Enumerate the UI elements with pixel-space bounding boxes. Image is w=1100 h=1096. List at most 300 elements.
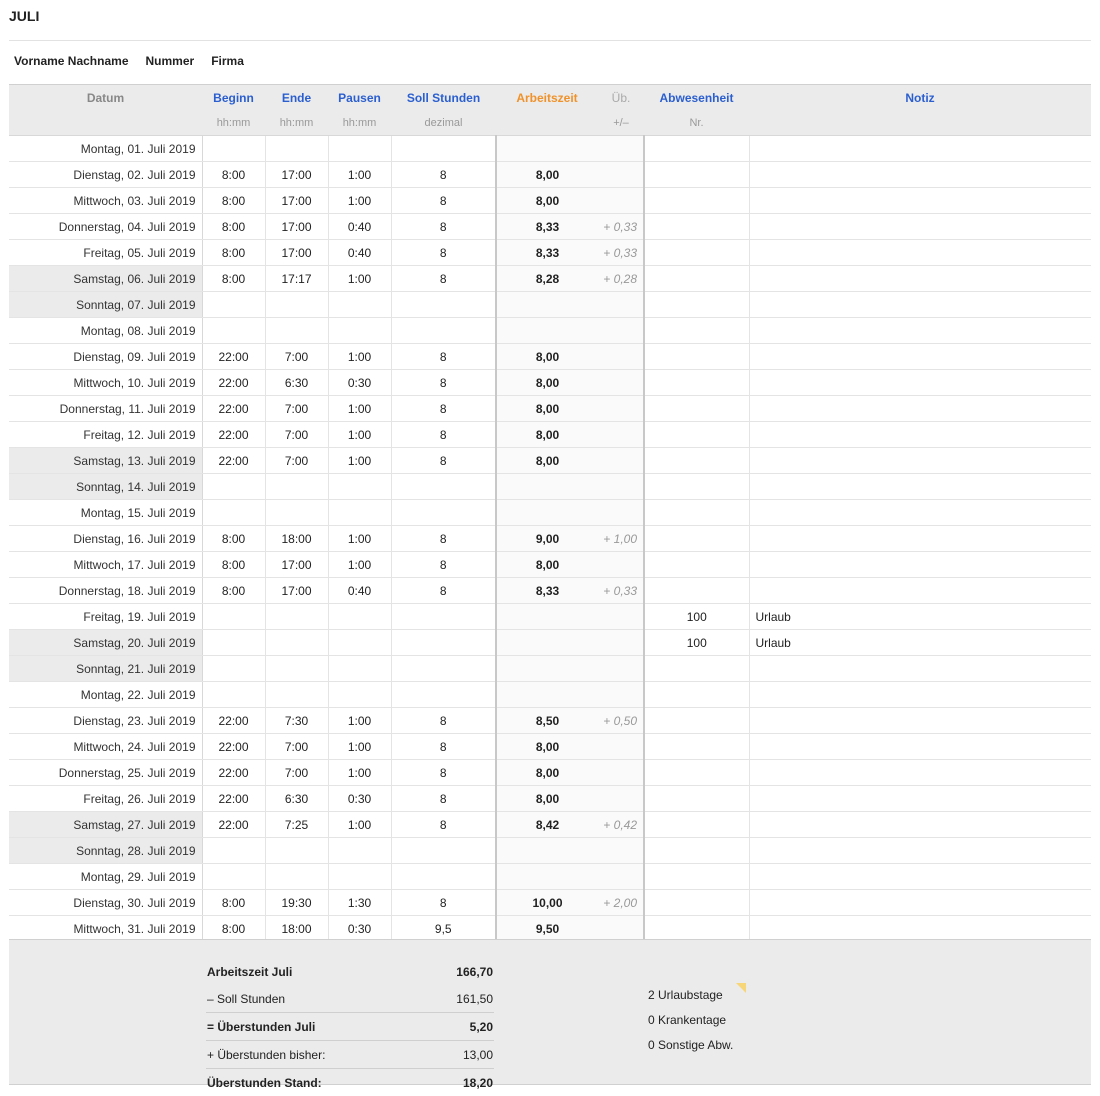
- cell-end[interactable]: 19:30: [265, 890, 328, 916]
- cell-soll[interactable]: 8: [391, 708, 496, 734]
- cell-overtime: [598, 604, 644, 630]
- cell-soll[interactable]: 8: [391, 812, 496, 838]
- cell-begin[interactable]: [202, 318, 265, 344]
- cell-work: [496, 838, 598, 864]
- cell-date: Mittwoch, 03. Juli 2019: [9, 188, 202, 214]
- summary-line: [206, 1069, 494, 1096]
- cell-note[interactable]: [749, 578, 1091, 604]
- comment-marker-icon[interactable]: [736, 983, 746, 993]
- cell-soll[interactable]: [391, 318, 496, 344]
- cell-date: Sonntag, 28. Juli 2019: [9, 838, 202, 864]
- cell-break[interactable]: 1:00: [328, 162, 391, 188]
- cell-overtime: [598, 188, 644, 214]
- cell-soll[interactable]: 9,5: [391, 916, 496, 942]
- cell-begin[interactable]: [202, 604, 265, 630]
- cell-end[interactable]: [265, 682, 328, 708]
- cell-break[interactable]: 1:00: [328, 396, 391, 422]
- cell-begin[interactable]: 8:00: [202, 526, 265, 552]
- cell-date: Freitag, 12. Juli 2019: [9, 422, 202, 448]
- cell-note[interactable]: [749, 708, 1091, 734]
- cell-overtime: [598, 682, 644, 708]
- cell-end[interactable]: 7:30: [265, 708, 328, 734]
- cell-note[interactable]: Urlaub: [749, 630, 1091, 656]
- cell-break[interactable]: 0:40: [328, 240, 391, 266]
- summary-label: = Überstunden Juli: [206, 1013, 424, 1041]
- cell-soll[interactable]: 8: [391, 422, 496, 448]
- cell-end[interactable]: 17:00: [265, 552, 328, 578]
- cell-work: 8,00: [496, 786, 598, 812]
- cell-date: Donnerstag, 25. Juli 2019: [9, 760, 202, 786]
- cell-absence[interactable]: [644, 552, 749, 578]
- cell-soll[interactable]: 8: [391, 188, 496, 214]
- cell-break[interactable]: 1:00: [328, 760, 391, 786]
- cell-date: Freitag, 19. Juli 2019: [9, 604, 202, 630]
- cell-begin[interactable]: 22:00: [202, 760, 265, 786]
- cell-soll[interactable]: 8: [391, 786, 496, 812]
- table-row: [9, 708, 1091, 734]
- cell-note[interactable]: [749, 344, 1091, 370]
- cell-overtime: [598, 422, 644, 448]
- cell-end[interactable]: 7:00: [265, 422, 328, 448]
- cell-break[interactable]: 0:30: [328, 916, 391, 942]
- cell-begin[interactable]: 8:00: [202, 916, 265, 942]
- col-begin: Beginn: [202, 85, 265, 111]
- cell-break[interactable]: [328, 318, 391, 344]
- cell-begin[interactable]: 22:00: [202, 786, 265, 812]
- cell-begin[interactable]: 22:00: [202, 422, 265, 448]
- cell-note[interactable]: [749, 266, 1091, 292]
- cell-begin[interactable]: 22:00: [202, 734, 265, 760]
- summary-line: [206, 985, 494, 1013]
- col-soll-unit: dezimal: [391, 110, 496, 136]
- cell-end[interactable]: 17:00: [265, 578, 328, 604]
- cell-note[interactable]: [749, 838, 1091, 864]
- col-absence: Abwesenheit: [644, 85, 749, 111]
- cell-absence[interactable]: [644, 786, 749, 812]
- cell-end[interactable]: 17:00: [265, 188, 328, 214]
- cell-end[interactable]: [265, 604, 328, 630]
- cell-begin[interactable]: 8:00: [202, 578, 265, 604]
- cell-end[interactable]: [265, 838, 328, 864]
- cell-note[interactable]: [749, 214, 1091, 240]
- cell-end[interactable]: 7:00: [265, 344, 328, 370]
- cell-overtime: [598, 864, 644, 890]
- cell-absence[interactable]: [644, 838, 749, 864]
- cell-absence[interactable]: [644, 370, 749, 396]
- cell-date: Montag, 01. Juli 2019: [9, 136, 202, 162]
- cell-absence[interactable]: [644, 162, 749, 188]
- cell-note[interactable]: [749, 188, 1091, 214]
- cell-soll[interactable]: 8: [391, 214, 496, 240]
- table-row: [9, 370, 1091, 396]
- cell-absence[interactable]: [644, 240, 749, 266]
- cell-date: Samstag, 13. Juli 2019: [9, 448, 202, 474]
- cell-work: 8,00: [496, 396, 598, 422]
- cell-end[interactable]: 7:25: [265, 812, 328, 838]
- summary-line: [206, 1013, 494, 1041]
- cell-soll[interactable]: 8: [391, 266, 496, 292]
- cell-begin[interactable]: 22:00: [202, 812, 265, 838]
- cell-begin[interactable]: [202, 630, 265, 656]
- cell-break[interactable]: 1:00: [328, 552, 391, 578]
- cell-begin[interactable]: [202, 136, 265, 162]
- cell-soll[interactable]: [391, 864, 496, 890]
- cell-absence[interactable]: [644, 708, 749, 734]
- cell-soll[interactable]: [391, 500, 496, 526]
- cell-absence[interactable]: [644, 396, 749, 422]
- cell-date: Dienstag, 16. Juli 2019: [9, 526, 202, 552]
- cell-note[interactable]: [749, 448, 1091, 474]
- cell-end[interactable]: [265, 474, 328, 500]
- cell-break[interactable]: [328, 864, 391, 890]
- cell-begin[interactable]: 8:00: [202, 890, 265, 916]
- cell-work: [496, 292, 598, 318]
- cell-note[interactable]: [749, 162, 1091, 188]
- cell-overtime: + 0,42: [598, 812, 644, 838]
- cell-note[interactable]: [749, 500, 1091, 526]
- cell-begin[interactable]: 8:00: [202, 552, 265, 578]
- col-break-unit: hh:mm: [328, 110, 391, 136]
- table-row: [9, 864, 1091, 890]
- cell-work: [496, 500, 598, 526]
- table-row: [9, 604, 1091, 630]
- cell-absence[interactable]: [644, 916, 749, 942]
- absence-summary: [648, 983, 733, 1058]
- cell-overtime: [598, 786, 644, 812]
- cell-break[interactable]: 1:30: [328, 890, 391, 916]
- cell-break[interactable]: [328, 474, 391, 500]
- cell-break[interactable]: [328, 838, 391, 864]
- cell-soll[interactable]: 8: [391, 552, 496, 578]
- table-row: [9, 318, 1091, 344]
- cell-end[interactable]: 7:00: [265, 448, 328, 474]
- cell-date: Sonntag, 07. Juli 2019: [9, 292, 202, 318]
- table-row: [9, 552, 1091, 578]
- table-row: [9, 266, 1091, 292]
- cell-work: 8,00: [496, 448, 598, 474]
- cell-begin[interactable]: 8:00: [202, 214, 265, 240]
- cell-work: [496, 474, 598, 500]
- cell-work: [496, 656, 598, 682]
- cell-end[interactable]: [265, 864, 328, 890]
- cell-begin[interactable]: 22:00: [202, 708, 265, 734]
- cell-soll[interactable]: 8: [391, 760, 496, 786]
- cell-overtime: [598, 318, 644, 344]
- cell-soll[interactable]: [391, 604, 496, 630]
- cell-begin[interactable]: [202, 864, 265, 890]
- cell-absence[interactable]: [644, 448, 749, 474]
- cell-note[interactable]: [749, 682, 1091, 708]
- cell-overtime: [598, 292, 644, 318]
- employee-number: Nummer: [146, 54, 195, 68]
- cell-break[interactable]: 1:00: [328, 266, 391, 292]
- cell-work: 8,00: [496, 344, 598, 370]
- cell-overtime: + 2,00: [598, 890, 644, 916]
- col-overtime-unit: +/–: [598, 110, 644, 136]
- cell-break[interactable]: 1:00: [328, 708, 391, 734]
- cell-date: Dienstag, 09. Juli 2019: [9, 344, 202, 370]
- cell-date: Freitag, 26. Juli 2019: [9, 786, 202, 812]
- cell-absence[interactable]: 100: [644, 604, 749, 630]
- cell-note[interactable]: [749, 240, 1091, 266]
- summary-label: Arbeitszeit Juli: [206, 958, 424, 985]
- cell-break[interactable]: [328, 500, 391, 526]
- cell-date: Dienstag, 30. Juli 2019: [9, 890, 202, 916]
- cell-absence[interactable]: [644, 864, 749, 890]
- cell-soll[interactable]: [391, 630, 496, 656]
- cell-soll[interactable]: 8: [391, 370, 496, 396]
- cell-begin[interactable]: 8:00: [202, 240, 265, 266]
- cell-absence[interactable]: [644, 760, 749, 786]
- cell-break[interactable]: 1:00: [328, 448, 391, 474]
- cell-end[interactable]: [265, 630, 328, 656]
- cell-begin[interactable]: 8:00: [202, 162, 265, 188]
- cell-soll[interactable]: 8: [391, 734, 496, 760]
- cell-end[interactable]: 6:30: [265, 370, 328, 396]
- cell-absence[interactable]: [644, 292, 749, 318]
- col-note: Notiz: [749, 85, 1091, 111]
- cell-overtime: [598, 552, 644, 578]
- cell-note[interactable]: [749, 136, 1091, 162]
- cell-break[interactable]: [328, 604, 391, 630]
- cell-note[interactable]: [749, 812, 1091, 838]
- table-row: [9, 656, 1091, 682]
- cell-date: Dienstag, 23. Juli 2019: [9, 708, 202, 734]
- cell-end[interactable]: [265, 292, 328, 318]
- table-row: [9, 422, 1091, 448]
- cell-work: 9,00: [496, 526, 598, 552]
- cell-end[interactable]: 18:00: [265, 526, 328, 552]
- page-title: JULI: [9, 8, 39, 24]
- cell-break[interactable]: 1:00: [328, 188, 391, 214]
- cell-end[interactable]: [265, 656, 328, 682]
- cell-soll[interactable]: 8: [391, 890, 496, 916]
- cell-end[interactable]: 17:00: [265, 162, 328, 188]
- cell-begin[interactable]: 22:00: [202, 448, 265, 474]
- cell-break[interactable]: 1:00: [328, 422, 391, 448]
- table-row: [9, 344, 1091, 370]
- cell-end[interactable]: 17:00: [265, 214, 328, 240]
- cell-end[interactable]: 6:30: [265, 786, 328, 812]
- cell-note[interactable]: [749, 422, 1091, 448]
- cell-absence[interactable]: [644, 734, 749, 760]
- table-row: [9, 136, 1091, 162]
- col-absence-unit: Nr.: [644, 110, 749, 136]
- cell-date: Mittwoch, 10. Juli 2019: [9, 370, 202, 396]
- cell-work: 8,33: [496, 214, 598, 240]
- timesheet-body: [9, 136, 1091, 942]
- cell-absence[interactable]: [644, 656, 749, 682]
- col-work-unit: [496, 110, 598, 136]
- cell-soll[interactable]: [391, 656, 496, 682]
- cell-end[interactable]: [265, 500, 328, 526]
- cell-note[interactable]: [749, 734, 1091, 760]
- cell-date: Montag, 08. Juli 2019: [9, 318, 202, 344]
- cell-overtime: [598, 630, 644, 656]
- col-end-unit: hh:mm: [265, 110, 328, 136]
- table-row: [9, 188, 1091, 214]
- cell-overtime: [598, 162, 644, 188]
- cell-end[interactable]: 17:00: [265, 240, 328, 266]
- cell-break[interactable]: 1:00: [328, 812, 391, 838]
- cell-absence[interactable]: [644, 526, 749, 552]
- cell-end[interactable]: [265, 136, 328, 162]
- cell-overtime: [598, 448, 644, 474]
- cell-date: Donnerstag, 11. Juli 2019: [9, 396, 202, 422]
- col-soll: Soll Stunden: [391, 85, 496, 111]
- cell-break[interactable]: 1:00: [328, 734, 391, 760]
- col-note-unit: [749, 110, 1091, 136]
- cell-break[interactable]: [328, 682, 391, 708]
- summary-panel: [9, 939, 1091, 1085]
- cell-soll[interactable]: [391, 136, 496, 162]
- cell-absence[interactable]: [644, 682, 749, 708]
- cell-work: [496, 864, 598, 890]
- cell-end[interactable]: 17:17: [265, 266, 328, 292]
- table-row: [9, 682, 1091, 708]
- cell-note[interactable]: [749, 396, 1091, 422]
- cell-begin[interactable]: [202, 500, 265, 526]
- cell-absence[interactable]: [644, 422, 749, 448]
- cell-absence[interactable]: [644, 474, 749, 500]
- cell-absence[interactable]: [644, 188, 749, 214]
- cell-date: Samstag, 20. Juli 2019: [9, 630, 202, 656]
- cell-break[interactable]: 1:00: [328, 526, 391, 552]
- table-row: [9, 292, 1091, 318]
- cell-soll[interactable]: 8: [391, 240, 496, 266]
- cell-date: Samstag, 06. Juli 2019: [9, 266, 202, 292]
- cell-absence[interactable]: [644, 266, 749, 292]
- cell-break[interactable]: 1:00: [328, 344, 391, 370]
- cell-end[interactable]: 7:00: [265, 734, 328, 760]
- col-date-unit: [9, 110, 202, 136]
- cell-overtime: + 0,33: [598, 214, 644, 240]
- cell-absence[interactable]: 100: [644, 630, 749, 656]
- cell-break[interactable]: [328, 656, 391, 682]
- cell-date: Mittwoch, 17. Juli 2019: [9, 552, 202, 578]
- cell-absence[interactable]: [644, 136, 749, 162]
- cell-overtime: [598, 344, 644, 370]
- cell-overtime: [598, 370, 644, 396]
- cell-absence[interactable]: [644, 578, 749, 604]
- cell-note[interactable]: [749, 552, 1091, 578]
- cell-work: 8,33: [496, 240, 598, 266]
- cell-break[interactable]: [328, 292, 391, 318]
- summary-label: – Soll Stunden: [206, 985, 424, 1013]
- table-row: [9, 214, 1091, 240]
- sick-days: 0 Krankentage: [648, 1008, 733, 1033]
- summary-value: 5,20: [424, 1013, 494, 1041]
- cell-soll[interactable]: [391, 682, 496, 708]
- cell-note[interactable]: [749, 370, 1091, 396]
- table-row: [9, 890, 1091, 916]
- cell-break[interactable]: 0:30: [328, 786, 391, 812]
- cell-soll[interactable]: [391, 838, 496, 864]
- cell-begin[interactable]: 8:00: [202, 188, 265, 214]
- cell-date: Dienstag, 02. Juli 2019: [9, 162, 202, 188]
- cell-soll[interactable]: 8: [391, 162, 496, 188]
- cell-work: [496, 136, 598, 162]
- cell-end[interactable]: 7:00: [265, 396, 328, 422]
- cell-begin[interactable]: 22:00: [202, 370, 265, 396]
- cell-break[interactable]: 0:30: [328, 370, 391, 396]
- cell-begin[interactable]: [202, 838, 265, 864]
- cell-soll[interactable]: [391, 292, 496, 318]
- cell-overtime: [598, 838, 644, 864]
- cell-begin[interactable]: [202, 682, 265, 708]
- col-work: Arbeitszeit: [496, 85, 598, 111]
- cell-date: Montag, 15. Juli 2019: [9, 500, 202, 526]
- cell-begin[interactable]: [202, 292, 265, 318]
- cell-absence[interactable]: [644, 812, 749, 838]
- cell-absence[interactable]: [644, 214, 749, 240]
- cell-note[interactable]: [749, 656, 1091, 682]
- cell-absence[interactable]: [644, 318, 749, 344]
- cell-note[interactable]: [749, 760, 1091, 786]
- cell-soll[interactable]: 8: [391, 578, 496, 604]
- summary-value: 166,70: [424, 958, 494, 985]
- cell-break[interactable]: 0:40: [328, 214, 391, 240]
- cell-note[interactable]: [749, 916, 1091, 942]
- table-row: [9, 240, 1091, 266]
- cell-date: Donnerstag, 18. Juli 2019: [9, 578, 202, 604]
- cell-end[interactable]: 18:00: [265, 916, 328, 942]
- cell-overtime: [598, 916, 644, 942]
- cell-date: Montag, 22. Juli 2019: [9, 682, 202, 708]
- summary-value: 18,20: [424, 1069, 494, 1096]
- table-row: [9, 474, 1091, 500]
- timesheet-table: [9, 84, 1091, 942]
- cell-break[interactable]: [328, 136, 391, 162]
- cell-soll[interactable]: [391, 474, 496, 500]
- table-row: [9, 526, 1091, 552]
- table-row: [9, 734, 1091, 760]
- employee-company: Firma: [211, 54, 244, 68]
- cell-end[interactable]: [265, 318, 328, 344]
- cell-begin[interactable]: 22:00: [202, 344, 265, 370]
- cell-absence[interactable]: [644, 344, 749, 370]
- table-row: [9, 162, 1091, 188]
- cell-begin[interactable]: 22:00: [202, 396, 265, 422]
- cell-end[interactable]: 7:00: [265, 760, 328, 786]
- cell-note[interactable]: Urlaub: [749, 604, 1091, 630]
- summary-value: 13,00: [424, 1041, 494, 1069]
- cell-break[interactable]: 0:40: [328, 578, 391, 604]
- cell-soll[interactable]: 8: [391, 526, 496, 552]
- cell-soll[interactable]: 8: [391, 396, 496, 422]
- cell-note[interactable]: [749, 318, 1091, 344]
- cell-begin[interactable]: [202, 656, 265, 682]
- cell-absence[interactable]: [644, 500, 749, 526]
- cell-note[interactable]: [749, 526, 1091, 552]
- cell-work: 9,50: [496, 916, 598, 942]
- cell-break[interactable]: [328, 630, 391, 656]
- cell-soll[interactable]: 8: [391, 344, 496, 370]
- cell-note[interactable]: [749, 890, 1091, 916]
- table-row: [9, 578, 1091, 604]
- cell-work: 8,00: [496, 734, 598, 760]
- cell-begin[interactable]: [202, 474, 265, 500]
- cell-begin[interactable]: 8:00: [202, 266, 265, 292]
- cell-date: Mittwoch, 24. Juli 2019: [9, 734, 202, 760]
- cell-note[interactable]: [749, 474, 1091, 500]
- cell-soll[interactable]: 8: [391, 448, 496, 474]
- cell-note[interactable]: [749, 864, 1091, 890]
- cell-work: 8,42: [496, 812, 598, 838]
- cell-note[interactable]: [749, 786, 1091, 812]
- cell-note[interactable]: [749, 292, 1091, 318]
- cell-absence[interactable]: [644, 890, 749, 916]
